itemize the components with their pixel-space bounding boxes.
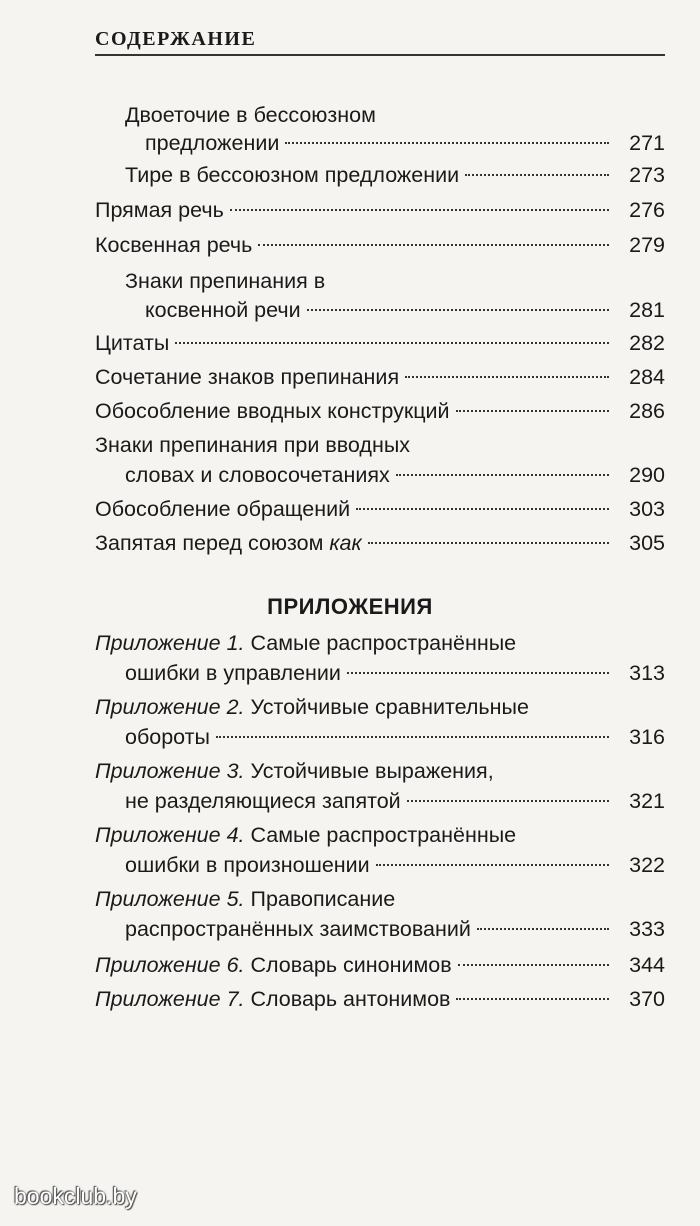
page-number: 273 xyxy=(629,163,665,187)
dot-leader xyxy=(458,964,609,966)
toc-entry xyxy=(95,362,665,392)
page-number: 344 xyxy=(629,953,665,977)
appendix-label: Приложение 1. xyxy=(95,631,245,655)
appendix-label: Приложение 4. xyxy=(95,823,245,847)
toc-entry xyxy=(145,128,665,158)
appendix-text: Правописание xyxy=(244,887,396,911)
appendix-entry-label: ошибки в управлении xyxy=(125,661,341,685)
appendix-entry xyxy=(125,914,665,944)
page-number: 276 xyxy=(629,198,665,222)
toc-entry xyxy=(95,230,665,260)
appendix-entry xyxy=(125,850,665,880)
dot-leader xyxy=(356,508,609,510)
appendix-line xyxy=(95,756,494,786)
section-title: ПРИЛОЖЕНИЯ xyxy=(267,594,433,619)
dot-leader xyxy=(396,474,609,476)
toc-entry-label: Обособление обращений xyxy=(95,497,351,521)
appendix-entry-label: не разделяющиеся запятой xyxy=(125,789,401,813)
page-number: 370 xyxy=(629,987,665,1011)
page-number: 271 xyxy=(629,131,665,155)
page-number: 303 xyxy=(629,497,665,521)
appendix-entry-label: обороты xyxy=(125,725,210,749)
dot-leader xyxy=(307,309,609,311)
page-number: 313 xyxy=(629,661,665,685)
appendix-line xyxy=(95,884,395,914)
toc-entry-label: косвенной речи xyxy=(145,298,301,322)
toc-entry-label xyxy=(95,528,362,558)
appendix-line xyxy=(95,692,529,722)
dot-leader xyxy=(347,672,609,674)
dot-leader xyxy=(456,998,609,1000)
page-number: 316 xyxy=(629,725,665,749)
appendix-entry xyxy=(95,984,665,1014)
appendix-label: Приложение 7. xyxy=(95,987,245,1011)
toc-entry xyxy=(95,528,665,558)
toc-entry-text: Запятая перед союзом xyxy=(95,531,330,555)
toc-entry xyxy=(95,396,665,426)
appendix-text: Устойчивые выражения, xyxy=(244,759,494,783)
appendix-entry-label xyxy=(95,950,452,980)
dot-leader xyxy=(285,142,609,144)
dot-leader xyxy=(477,928,609,930)
appendix-label: Приложение 6. xyxy=(95,953,245,977)
appendix-text: Устойчивые сравнительные xyxy=(244,695,529,719)
appendix-label: Приложение 2. xyxy=(95,695,245,719)
page-title: СОДЕРЖАНИЕ xyxy=(95,28,665,56)
dot-leader xyxy=(376,864,609,866)
appendix-entry-label: распространённых заимствований xyxy=(125,917,471,941)
dot-leader xyxy=(405,376,609,378)
page-number: 279 xyxy=(629,233,665,257)
page-number: 281 xyxy=(629,298,665,322)
toc-entry xyxy=(125,460,665,490)
appendix-label: Приложение 5. xyxy=(95,887,245,911)
appendix-entry xyxy=(125,786,665,816)
appendix-entry xyxy=(125,722,665,752)
dot-leader xyxy=(407,800,609,802)
appendix-text: Самые распространённые xyxy=(244,823,517,847)
toc-entry-label: словах и словосочетаниях xyxy=(125,463,390,487)
toc-entry xyxy=(125,160,665,190)
dot-leader xyxy=(456,410,609,412)
dot-leader xyxy=(465,174,609,176)
appendix-text: Самые распространённые xyxy=(244,631,517,655)
page-number: 284 xyxy=(629,365,665,389)
toc-entry-label: Прямая речь xyxy=(95,198,224,222)
appendix-entry xyxy=(125,658,665,688)
dot-leader xyxy=(258,244,609,246)
toc-entry-line: Двоеточие в бессоюзном xyxy=(125,103,376,127)
appendix-line xyxy=(95,820,516,850)
page-number: 282 xyxy=(629,331,665,355)
watermark: bookclub.by xyxy=(14,1183,137,1209)
appendix-label: Приложение 3. xyxy=(95,759,245,783)
toc-entry-line: Знаки препинания при вводных xyxy=(95,433,411,457)
page-number: 322 xyxy=(629,853,665,877)
toc-entry-label: Цитаты xyxy=(95,331,170,355)
dot-leader xyxy=(175,342,609,344)
page-number: 286 xyxy=(629,399,665,423)
dot-leader xyxy=(230,209,609,211)
page-number: 321 xyxy=(629,789,665,813)
appendix-text: Словарь синонимов xyxy=(244,953,452,977)
page-number: 305 xyxy=(629,531,665,555)
appendix-entry-label: ошибки в произношении xyxy=(125,853,370,877)
toc-entry xyxy=(95,328,665,358)
dot-leader xyxy=(368,542,609,544)
page-number: 333 xyxy=(629,917,665,941)
toc-entry-line: Знаки препинания в xyxy=(125,269,326,293)
toc-entry-label: Косвенная речь xyxy=(95,233,253,257)
toc-entry-label: Обособление вводных конструкций xyxy=(95,399,450,423)
toc-entry-label: предложении xyxy=(145,131,280,155)
appendix-entry xyxy=(95,950,665,980)
toc-entry xyxy=(95,494,665,524)
toc-entry-label: Тире в бессоюзном предложении xyxy=(125,163,460,187)
appendix-entry-label xyxy=(95,984,450,1014)
page-number: 290 xyxy=(629,463,665,487)
appendix-line xyxy=(95,628,516,658)
toc-entry-italic: как xyxy=(329,531,362,555)
dot-leader xyxy=(216,736,609,738)
toc-entry-label: Сочетание знаков препинания xyxy=(95,365,400,389)
toc-entry xyxy=(95,195,665,225)
toc-entry xyxy=(145,295,665,325)
appendix-text: Словарь антонимов xyxy=(244,987,451,1011)
